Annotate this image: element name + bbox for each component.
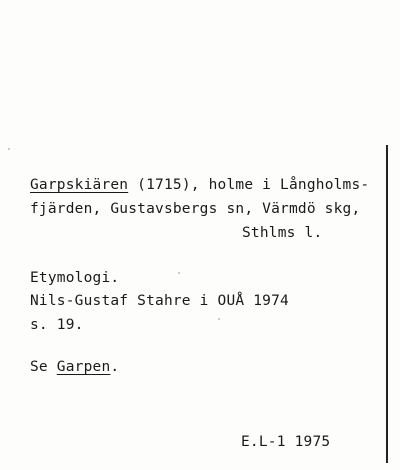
etymology-heading: Etymologi. <box>30 270 120 286</box>
headword: Garpskiären <box>30 177 129 193</box>
see-also-prefix: Se <box>30 359 57 375</box>
see-also-line <box>30 358 119 376</box>
etymology-page: s. 19. <box>30 317 84 333</box>
paper-speck <box>8 148 10 150</box>
card-edge-line <box>386 145 388 463</box>
entry-line-1-rest: (1715), holme i Långholms- <box>128 177 370 193</box>
paper-speck <box>178 272 180 274</box>
signature: E.L-1 1975 <box>241 434 331 450</box>
paper-speck <box>218 318 220 320</box>
entry-line-2: fjärden, Gustavsbergs sn, Värmdö skg, <box>30 201 361 217</box>
see-also-target: Garpen <box>56 359 111 375</box>
entry-line-1 <box>30 176 369 194</box>
entry-line-3: Sthlms l. <box>242 225 323 241</box>
etymology-source: Nils-Gustaf Stahre i OUÅ 1974 <box>30 293 289 309</box>
see-also-suffix: . <box>110 359 120 375</box>
